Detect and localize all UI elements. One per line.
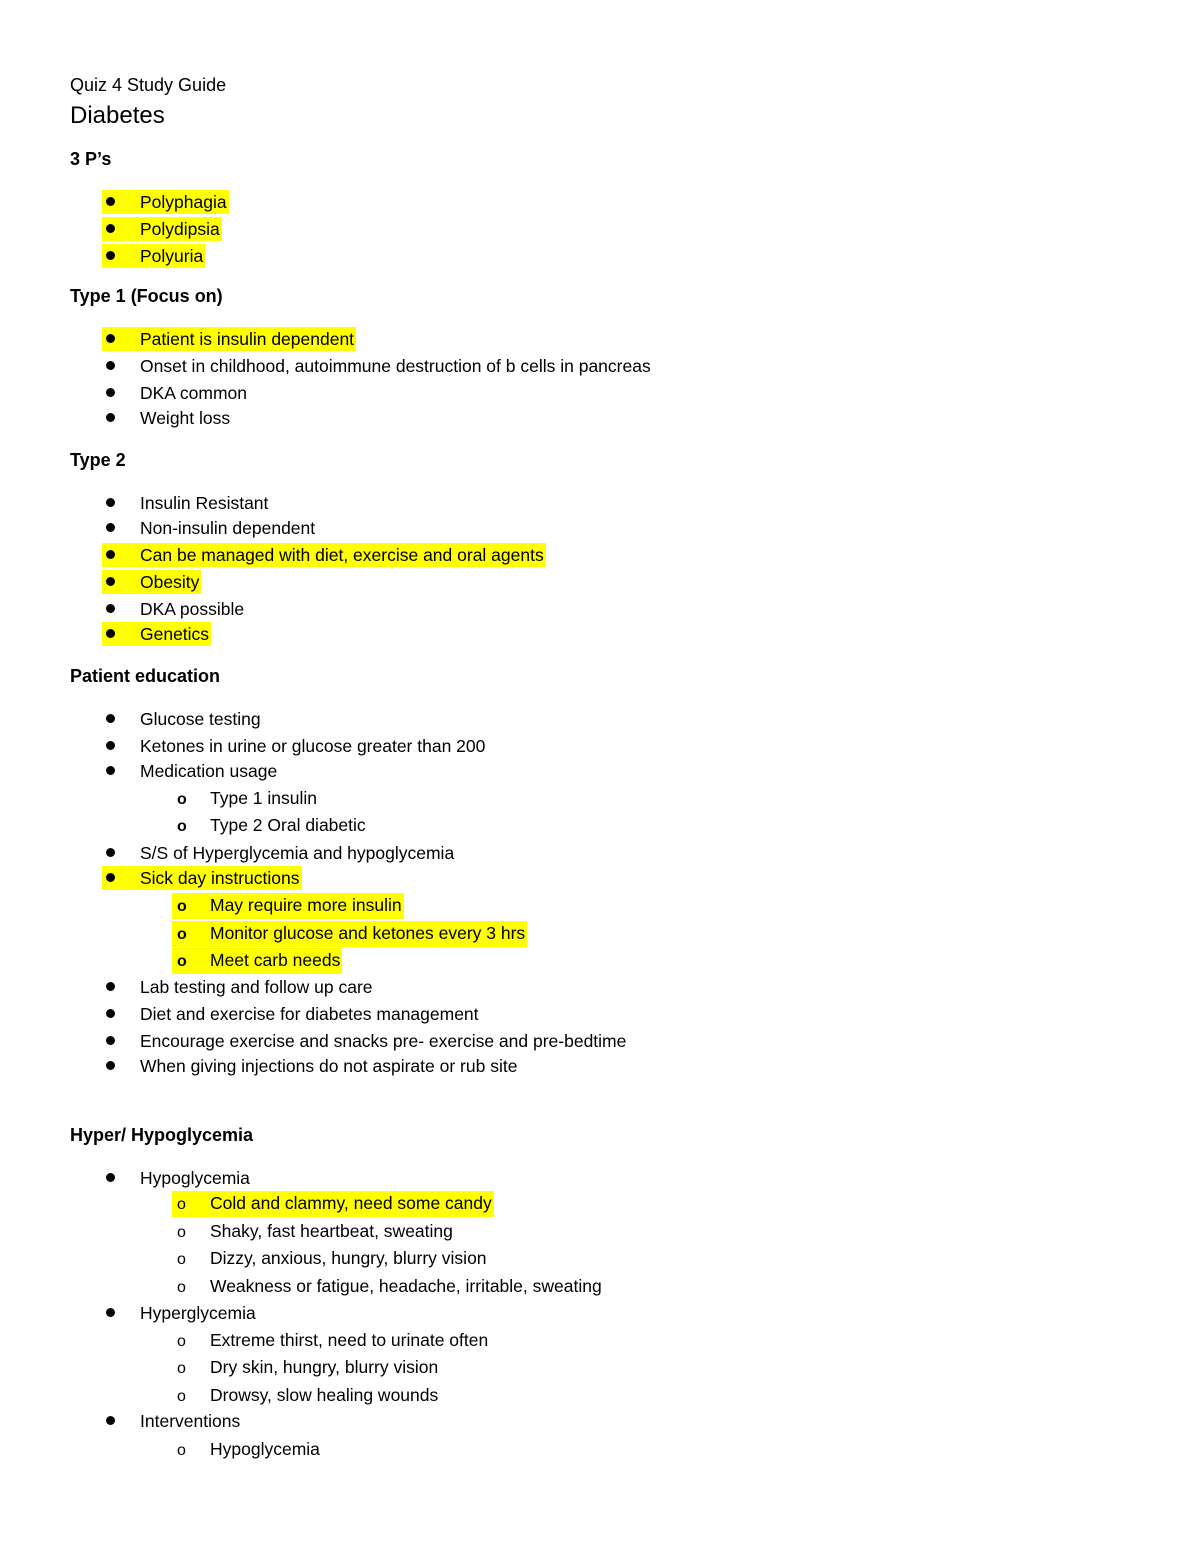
bullet-icon — [106, 361, 115, 370]
list-item: Polyuria — [102, 244, 205, 268]
list-item: Lab testing and follow up care — [102, 975, 373, 999]
list-item: o Cold and clammy, need some candy — [172, 1191, 494, 1215]
bullet-icon — [106, 413, 115, 422]
list-item: o Monitor glucose and ketones every 3 hrs — [172, 921, 527, 945]
list-item: Polydipsia — [102, 217, 222, 241]
sub-bullet-icon: o — [177, 926, 187, 943]
list-item: Ketones in urine or glucose greater than 200 — [102, 734, 485, 758]
sub-bullet-icon: o — [177, 898, 187, 915]
list-item: Diet and exercise for diabetes management — [102, 1002, 479, 1026]
list-item: Weight loss — [102, 406, 230, 430]
bullet-icon — [106, 498, 115, 507]
bullet-icon — [106, 523, 115, 532]
list-item: Encourage exercise and snacks pre- exercise and pre-bedtime — [102, 1029, 626, 1053]
bullet-icon — [106, 1061, 115, 1070]
bullet-icon — [106, 550, 115, 559]
list-item: o Meet carb needs — [172, 948, 342, 972]
sub-bullet-icon: o — [177, 1442, 186, 1459]
section-heading-type1: Type 1 (Focus on) — [70, 286, 223, 306]
list-item: o Drowsy, slow healing wounds — [172, 1383, 438, 1407]
bullet-icon — [106, 848, 115, 857]
section-heading-education: Patient education — [70, 666, 221, 686]
list-item: Non-insulin dependent — [102, 516, 315, 540]
list-item: Glucose testing — [102, 707, 261, 731]
section-heading-hyperhypo: Hyper/ Hypoglycemia — [70, 1125, 254, 1145]
sub-bullet-icon: o — [177, 1388, 186, 1405]
list-item: o Type 1 insulin — [172, 786, 317, 810]
bullet-icon — [106, 1416, 115, 1425]
sub-bullet-icon: o — [177, 791, 187, 808]
sub-bullet-icon: o — [177, 1333, 186, 1350]
list-item: DKA possible — [102, 597, 244, 621]
list-item: Polyphagia — [102, 190, 229, 214]
bullet-icon — [106, 1009, 115, 1018]
bullet-icon — [106, 741, 115, 750]
list-item: When giving injections do not aspirate or rub site — [102, 1054, 517, 1078]
bullet-icon — [106, 224, 115, 233]
list-item: Onset in childhood, autoimmune destruction of b cells in pancreas — [102, 354, 651, 378]
sub-bullet-icon: o — [177, 818, 187, 835]
sub-bullet-icon: o — [177, 1279, 186, 1296]
list-item: Hypoglycemia — [102, 1166, 250, 1190]
list-item: Obesity — [102, 570, 201, 594]
bullet-icon — [106, 629, 115, 638]
section-heading-3ps: 3 P’s — [70, 149, 112, 169]
list-item: o May require more insulin — [172, 893, 404, 917]
bullet-icon — [106, 604, 115, 613]
sub-bullet-icon: o — [177, 1360, 186, 1377]
list-item: o Dizzy, anxious, hungry, blurry vision — [172, 1246, 487, 1270]
list-item: DKA common — [102, 381, 247, 405]
list-item: Patient is insulin dependent — [102, 327, 356, 351]
list-item: o Extreme thirst, need to urinate often — [172, 1328, 488, 1352]
bullet-icon — [106, 873, 115, 882]
bullet-icon — [106, 577, 115, 586]
bullet-icon — [106, 982, 115, 991]
list-item: o Type 2 Oral diabetic — [172, 813, 366, 837]
bullet-icon — [106, 766, 115, 775]
page-title: Quiz 4 Study Guide — [70, 75, 227, 95]
bullet-icon — [106, 251, 115, 260]
bullet-icon — [106, 1308, 115, 1317]
bullet-icon — [106, 1173, 115, 1182]
sub-bullet-icon: o — [177, 1196, 186, 1213]
sub-bullet-icon: o — [177, 953, 187, 970]
section-heading-type2: Type 2 — [70, 450, 126, 470]
bullet-icon — [106, 1036, 115, 1045]
list-item: o Hypoglycemia — [172, 1437, 320, 1461]
bullet-icon — [106, 714, 115, 723]
list-item: o Weakness or fatigue, headache, irritable, sweating — [172, 1274, 602, 1298]
list-item: S/S of Hyperglycemia and hypoglycemia — [102, 841, 454, 865]
bullet-icon — [106, 334, 115, 343]
list-item: Can be managed with diet, exercise and oral agents — [102, 543, 546, 567]
list-item: o Dry skin, hungry, blurry vision — [172, 1355, 438, 1379]
sub-bullet-icon: o — [177, 1224, 186, 1241]
list-item: Insulin Resistant — [102, 491, 268, 515]
list-item: Medication usage — [102, 759, 277, 783]
sub-bullet-icon: o — [177, 1251, 186, 1268]
bullet-icon — [106, 197, 115, 206]
list-item: Sick day instructions — [102, 866, 302, 890]
list-item: Genetics — [102, 622, 211, 646]
page-subtitle: Diabetes — [70, 102, 165, 129]
list-item: Hyperglycemia — [102, 1301, 256, 1325]
bullet-icon — [106, 388, 115, 397]
list-item: Interventions — [102, 1409, 240, 1433]
list-item: o Shaky, fast heartbeat, sweating — [172, 1219, 453, 1243]
